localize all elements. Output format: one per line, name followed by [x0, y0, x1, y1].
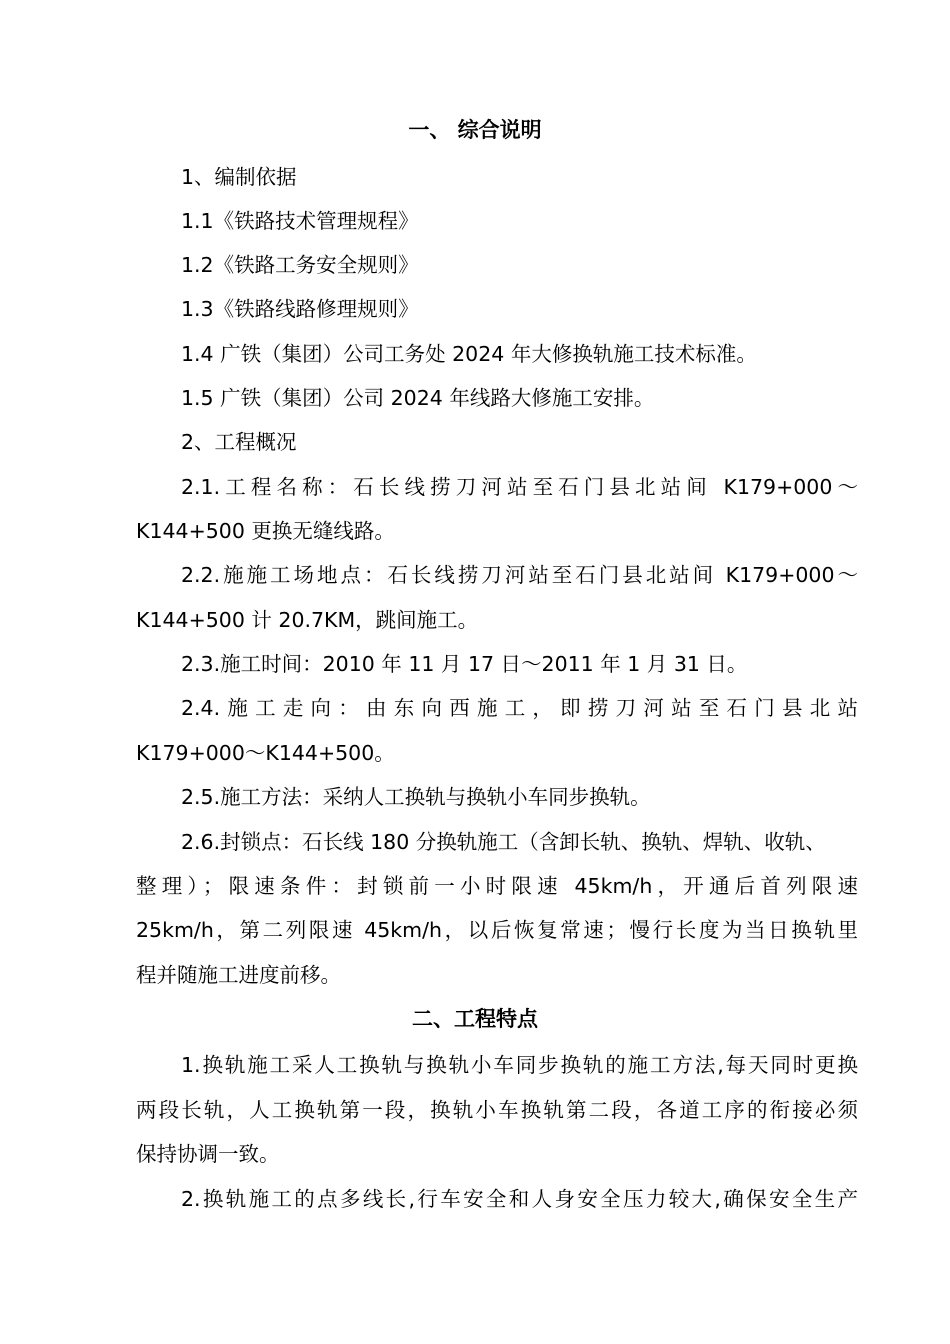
direction-line-2: K179+000～K144+500。: [136, 741, 395, 765]
basis-item-1: 1.1《铁路技术管理规程》: [181, 209, 419, 233]
schedule-paragraph: 2.3.施工时间：2010 年 11 月 17 日～2011 年 1 月 31 日。: [181, 652, 748, 676]
basis-item-3: 1.3《铁路线路修理规则》: [181, 297, 419, 321]
section-2-title: 二、工程特点: [412, 1007, 538, 1031]
section-1-title: 一、 综合说明: [408, 118, 542, 142]
basis-item-4: 1.4 广铁（集团）公司工务处 2024 年大修换轨施工技术标准。: [181, 342, 757, 366]
feature-1-line-2: 两段长轨，人工换轨第一段，换轨小车换轨第二段，各道工序的衔接必须: [136, 1098, 858, 1122]
closure-line-2: 整理）；限速条件：封锁前一小时限速 45km/h，开通后首列限速: [136, 874, 858, 898]
basis-item-5: 1.5 广铁（集团）公司 2024 年线路大修施工安排。: [181, 386, 655, 410]
basis-heading: 1、编制依据: [181, 165, 297, 189]
closure-line-4: 程并随施工进度前移。: [136, 963, 341, 987]
closure-line-1: 2.6.封锁点：石长线 180 分换轨施工（含卸长轨、换轨、焊轨、收轨、: [181, 830, 826, 854]
project-name-line-1: 2.1.工程名称：石长线捞刀河站至石门县北站间 K179+000～: [181, 475, 858, 499]
direction-line-1: 2.4.施工走向：由东向西施工，即捞刀河站至石门县北站: [181, 696, 858, 720]
basis-item-2: 1.2《铁路工务安全规则》: [181, 253, 419, 277]
site-line-1: 2.2.施施工场地点：石长线捞刀河站至石门县北站间 K179+000～: [181, 563, 858, 587]
site-line-2: K144+500 计 20.7KM，跳间施工。: [136, 608, 479, 632]
project-name-line-2: K144+500 更换无缝线路。: [136, 519, 395, 543]
feature-2-line-1: 2.换轨施工的点多线长,行车安全和人身安全压力较大,确保安全生产: [181, 1187, 858, 1211]
feature-1-line-1: 1.换轨施工采人工换轨与换轨小车同步换轨的施工方法,每天同时更换: [181, 1053, 858, 1077]
overview-heading: 2、工程概况: [181, 430, 297, 454]
method-paragraph: 2.5.施工方法：采纳人工换轨与换轨小车同步换轨。: [181, 785, 651, 809]
feature-1-line-3: 保持协调一致。: [136, 1142, 280, 1166]
closure-line-3: 25km/h，第二列限速 45km/h，以后恢复常速；慢行长度为当日换轨里: [136, 918, 858, 942]
